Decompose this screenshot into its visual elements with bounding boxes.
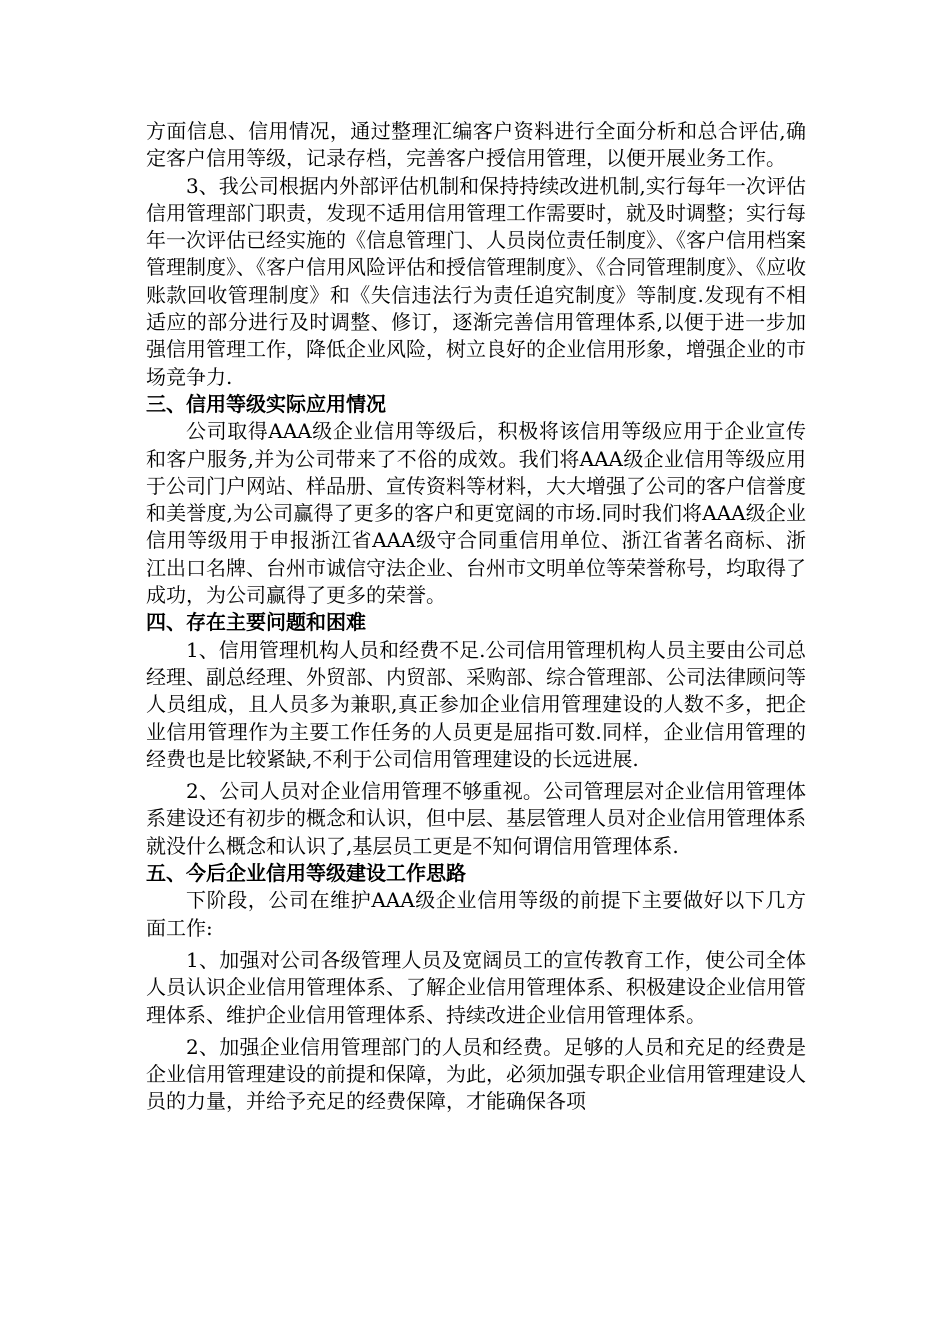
paragraph-item-3-evaluation: 3、我公司根据内外部评估机制和保持持续改进机制,实行每年一次评估信用管理部门职责，发现不适用信用管理工作需要时，就及时调整；实行每年一次评估已经实施的《信息管理门、人员岗位责任制度》、《客户信用档案管理制度》、《客户信用风险评估和授信管理制度》、《合同管理制度》、《应收账款回收管理制度》和《失信违法行为责任追究制度》等制度.发现有不相适应的部分进行及时调整、修订，逐渐完善信用管理体系,以便于进一步加强信用管理工作，降低企业风险，树立良好的企业信用形象，增强企业的市场竞争力. bbox=[146, 173, 806, 389]
section-heading-4: 四、存在主要问题和困难 bbox=[146, 610, 366, 635]
paragraph-problem-1: 1、信用管理机构人员和经费不足.公司信用管理机构人员主要由公司总经理、副总经理、外贸部、内贸部、采购部、综合管理部、公司法律顾问等人员组成，且人员多为兼职,真正参加企业信用管理建设的人数不多，把企业信用管理作为主要工作任务的人员更是屈指可数.同样，企业信用管理的经费也是比较紧缺,不利于公司信用管理建设的长远进展. bbox=[146, 637, 806, 771]
paragraph-plan-2: 2、加强企业信用管理部门的人员和经费。足够的人员和充足的经费是企业信用管理建设的前提和保障，为此，必须加强专职企业信用管理建设人员的力量，并给予充足的经费保障，才能确保各项 bbox=[146, 1034, 806, 1114]
paragraph-problem-2: 2、公司人员对企业信用管理不够重视。公司管理层对企业信用管理体系建设还有初步的概念和认识，但中层、基层管理人员对企业信用管理体系就没什么概念和认识了,基层员工更是不知何谓信用管理体系. bbox=[146, 779, 806, 858]
paragraph-credit-info: 方面信息、信用情况，通过整理汇编客户资料进行全面分析和总合评估,确定客户信用等级，记录存档，完善客户授信用管理，以便开展业务工作。 bbox=[146, 119, 806, 171]
paragraph-aaa-application: 公司取得AAA级企业信用等级后，积极将该信用等级应用于企业宣传和客户服务,并为公司带来了不俗的成效。我们将AAA级企业信用等级应用于公司门户网站、样品册、宣传资料等材料，大大增强了公司的客户信誉度和美誉度,为公司赢得了更多的客户和更宽阔的市场.同时我们将AAA级企业信用等级用于申报浙江省AAA级守合同重信用单位、浙江省著名商标、浙江出口名牌、台州市诚信守法企业、台州市文明单位等荣誉称号，均取得了成功，为公司赢得了更多的荣誉。 bbox=[146, 419, 806, 608]
paragraph-next-stage-intro: 下阶段，公司在维护AAA级企业信用等级的前提下主要做好以下几方面工作: bbox=[146, 888, 806, 940]
section-heading-3: 三、信用等级实际应用情况 bbox=[146, 391, 386, 416]
paragraph-plan-1: 1、加强对公司各级管理人员及宽阔员工的宣传教育工作，使公司全体人员认识企业信用管理体系、了解企业信用管理体系、积极建设企业信用管理体系、维护企业信用管理体系、持续改进企业信用管理体系。 bbox=[146, 947, 806, 1027]
section-heading-5: 五、今后企业信用等级建设工作思路 bbox=[146, 861, 466, 886]
document-page bbox=[146, 118, 806, 1116]
